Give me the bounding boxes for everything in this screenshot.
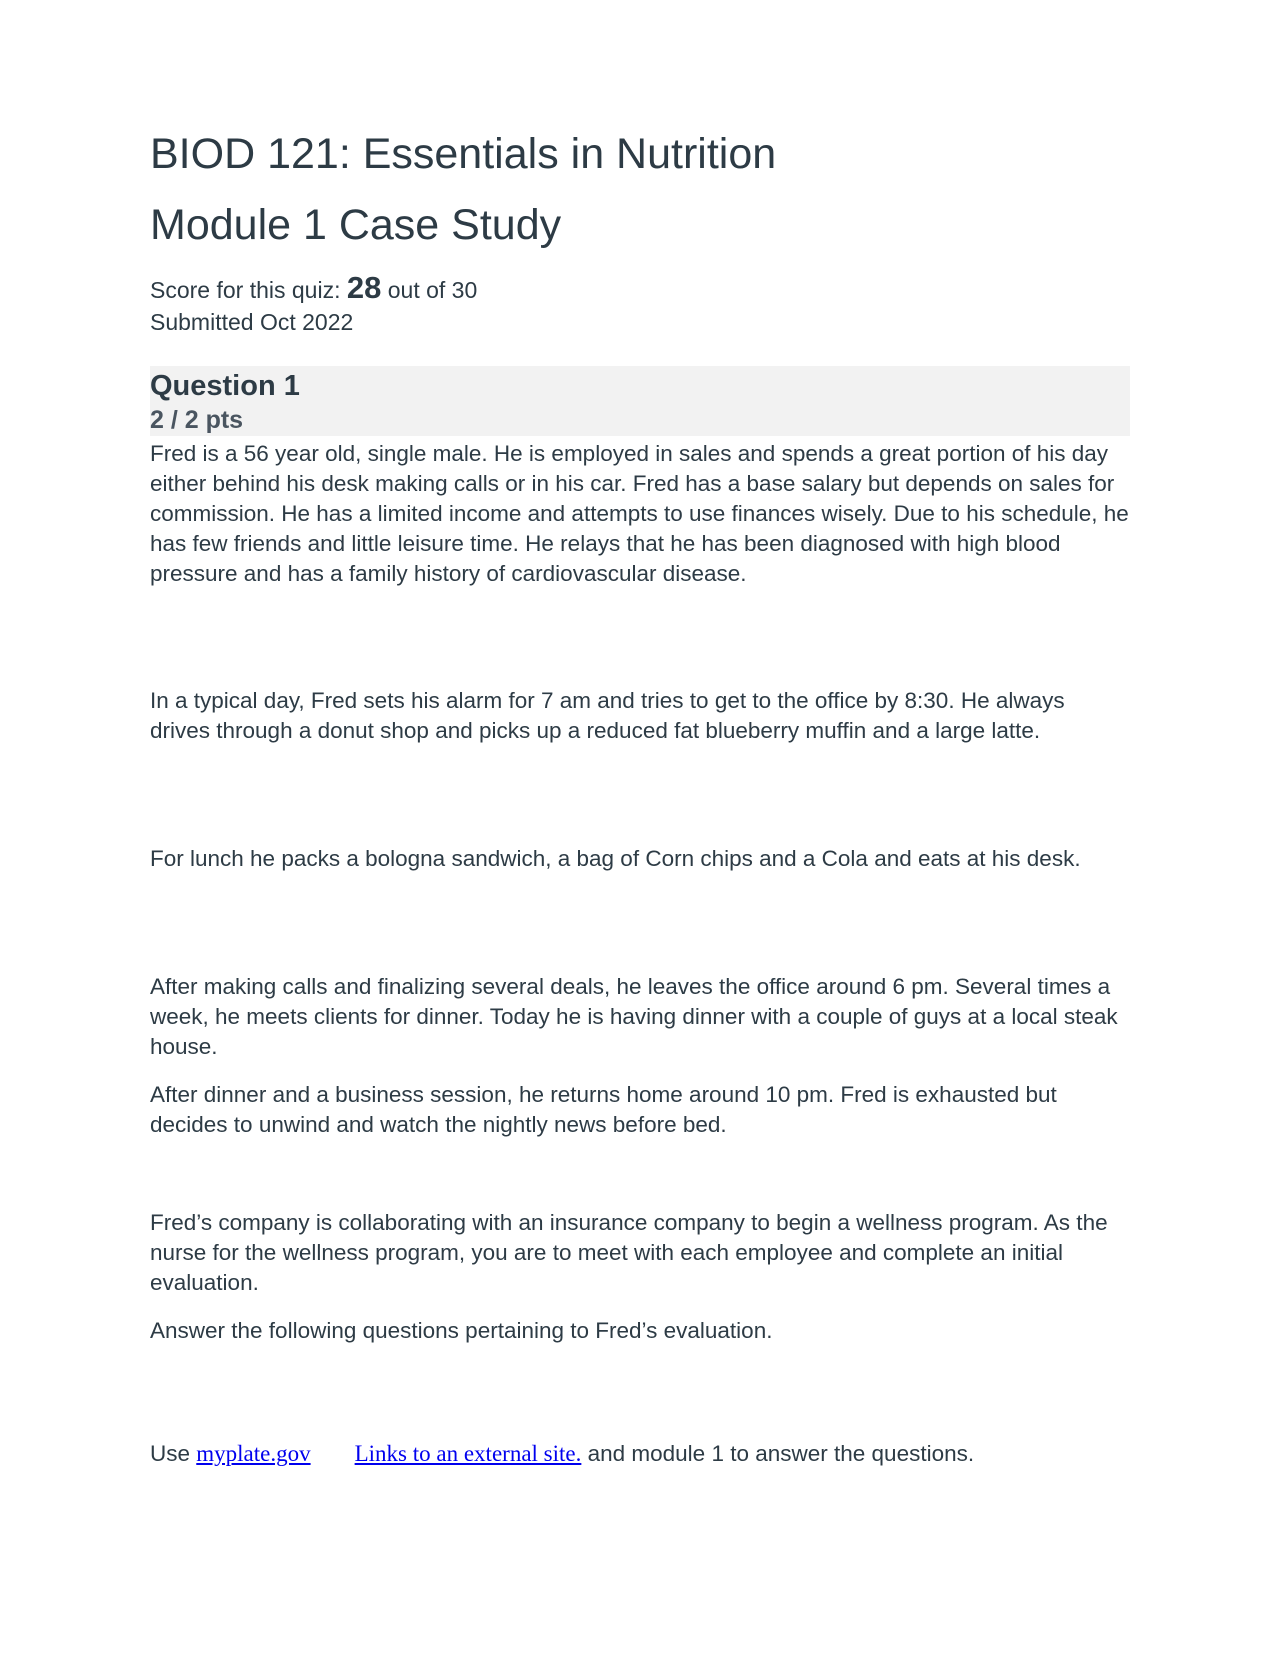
case-paragraph: Fred is a 56 year old, single male. He is employed in sales and spends a great portion of his day either behind his desk making calls or in his car. Fred has a base salary but depends on sales for commission. He has a limited income and attempts to use finances wisely. Due to his schedule, he has few friends and little leisure time. He relays that he has been diagnosed with high blood pressure and has a family history of cardiovascular disease. — [150, 441, 1129, 586]
case-paragraph: After making calls and finalizing several deals, he leaves the office around 6 pm. Several times a week, he meets clients for dinner. Today he is having dinner with a couple of guys at a local steak house. — [150, 974, 1118, 1059]
instructions-line — [150, 1439, 1130, 1469]
course-title: BIOD 121: Essentials in Nutrition — [150, 130, 777, 178]
submitted-date: Submitted Oct 2022 — [150, 309, 354, 335]
case-paragraph: After dinner and a business session, he returns home around 10 pm. Fred is exhausted but decides to unwind and watch the nightly news before bed. — [150, 1082, 1057, 1137]
question-header — [150, 366, 1130, 436]
question-points: 2 / 2 pts — [150, 406, 244, 434]
question-title: Question 1 — [150, 370, 300, 402]
instructions-suffix: and module 1 to answer the questions. — [581, 1441, 975, 1466]
score-suffix: out of 30 — [381, 277, 478, 303]
external-site-link[interactable]: Links to an external site. — [354, 1441, 582, 1466]
score-value: 28 — [346, 270, 382, 305]
quiz-title: Module 1 Case Study — [150, 201, 562, 249]
instructions-prefix: Use — [150, 1441, 197, 1466]
case-paragraph: Fred’s company is collaborating with an insurance company to begin a wellness program. As the nurse for the wellness program, you are to meet with each employee and complete an initial evaluation. — [150, 1210, 1108, 1295]
myplate-link[interactable]: myplate.gov — [196, 1441, 311, 1466]
case-paragraph: For lunch he packs a bologna sandwich, a bag of Corn chips and a Cola and eats at his desk. — [150, 846, 1081, 871]
score-prefix: Score for this quiz: — [150, 277, 347, 303]
case-paragraph: In a typical day, Fred sets his alarm for 7 am and tries to get to the office by 8:30. He always drives through a donut shop and picks up a reduced fat blueberry muffin and a large latte. — [150, 688, 1065, 743]
case-paragraph: Answer the following questions pertaining to Fred’s evaluation. — [150, 1318, 773, 1343]
score-line — [150, 272, 477, 306]
